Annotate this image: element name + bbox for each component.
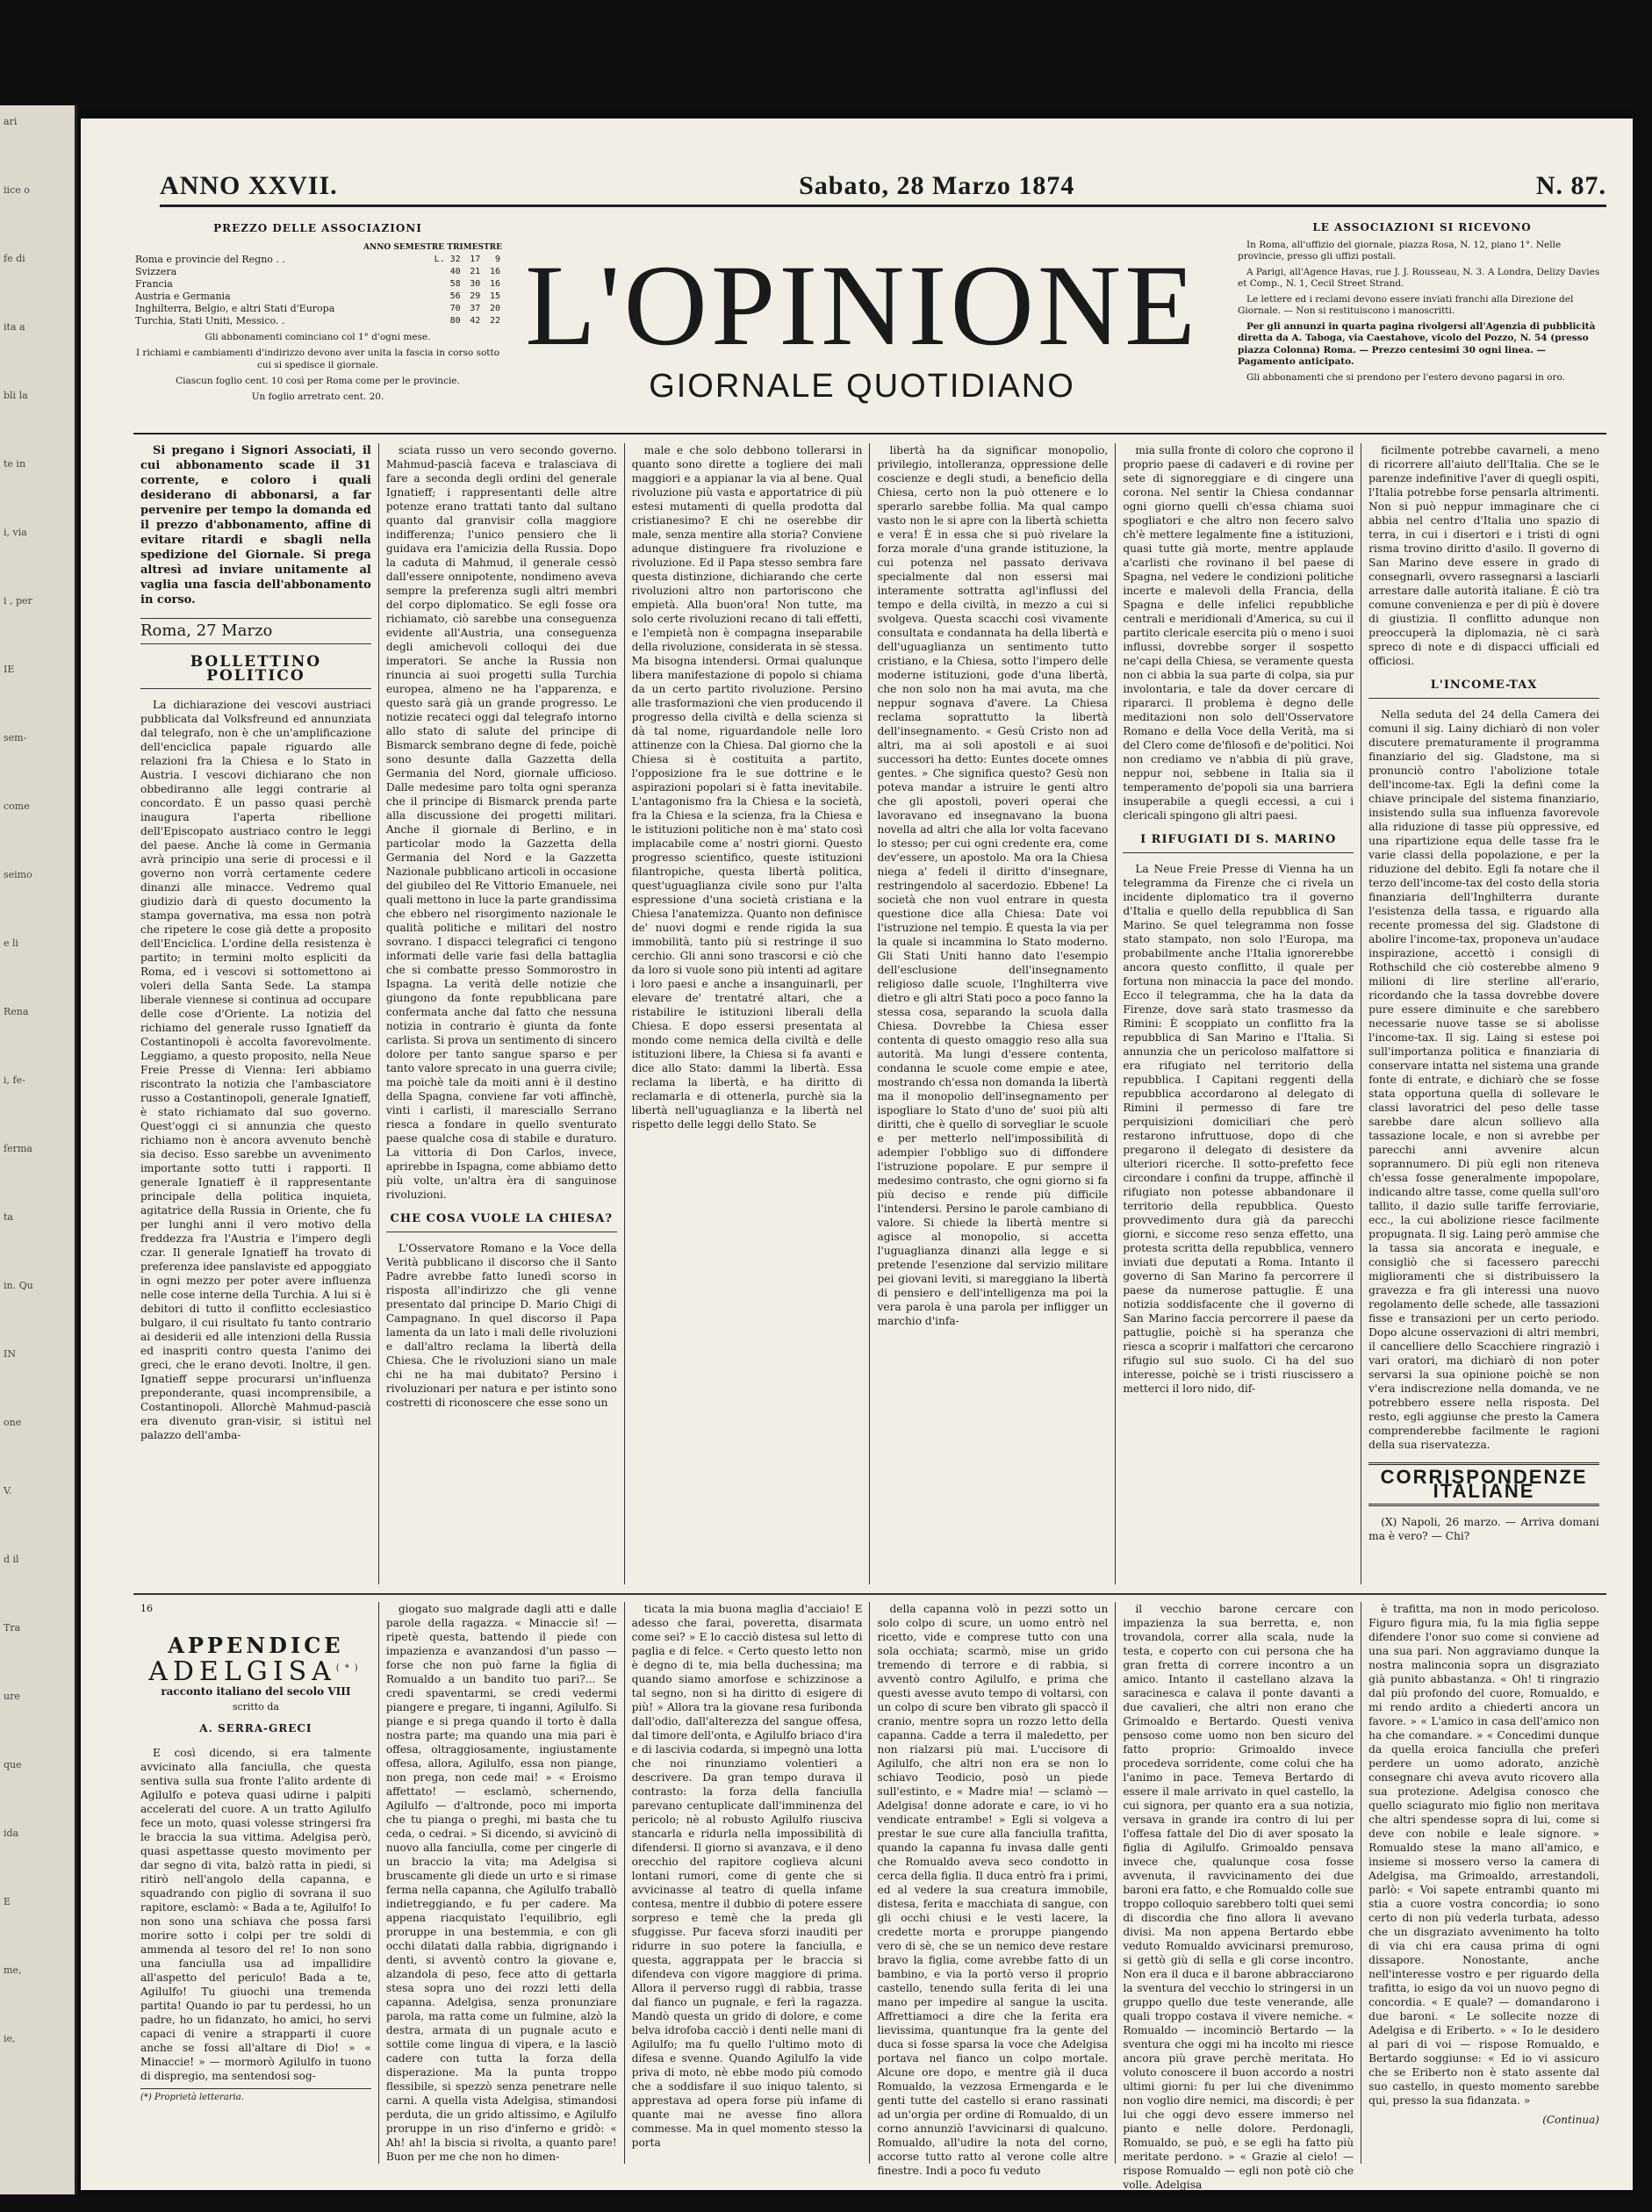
price-annual: 80 [449, 316, 461, 326]
adjacent-page-fragment: IN [4, 1348, 16, 1360]
subscriber-notice: Si pregano i Signori Associati, il cui abbonamento scade il 31 corrente, e coloro i quali desiderano di abbonarsi, a far pervenire per tempo la domanda ed il prezzo d'abbonamento, affine di evitare ritardi e sbagli nella spedizione del Giornale. Si prega altresì ad inviare unitamente al vaglia una fascia dell'abbonamento in corso. [140, 444, 371, 607]
price-semester: 29 [470, 291, 481, 301]
article-text: (X) Napoli, 26 marzo. — Arriva domani ma è vero? — Chi? [1368, 1516, 1599, 1542]
masthead [133, 222, 1606, 434]
feuilleton-column-3 [625, 1602, 871, 2164]
title-block [520, 222, 1204, 406]
section-heading: L'INCOME-TAX [1368, 679, 1599, 699]
volume-year: ANNO XXVII. [160, 171, 338, 200]
story-title-text: ADELGISA [148, 1656, 336, 1687]
price-table [133, 254, 502, 327]
assoc-heading: LE ASSOCIAZIONI SI RICEVONO [1312, 221, 1532, 233]
newspaper-title: L'OPINIONE [525, 241, 1199, 370]
article-text: sciata russo un vero secondo governo. Mahmud-pascià faceva e tralasciava di fare a seconda degli ordini del generale Ignatieff; i rappresentanti delle altre potenze erano trattati tanto dal sultano quanto dal granvisir colla maggiore indifferenza; l'unico pensiero che li guidava era l'amicizia della Russia. Dopo la caduta di Mahmud, il generale cessò dall'essere onnipotente, nondimeno aveva sempre la preferenza sugli altri membri del corpo diplomatico. Se egli fosse ora richiamato, ciò sarebbe una conseguenza evidente all'Austria, una conseguenza degli amichevoli colloqui dei due imperatori. Se anche la Russia non rinuncia ai suoi progetti sulla Turchia europea, almeno ne ha l'apparenza, e questo sarà già un grande progresso. Le notizie recateci oggi dal telegrafo intorno allo stato di salute del principe di Bismarck sembrano degne di fede, poichè sono desunte dalla Gazzetta della Germania del Nord, giornale ufficioso. Dalle medesime paro tolta ogni speranza che il principe di Bismarck prenda parte alla discussione dei progetti militari. Anche il giornale di Berlino, e in particolar modo la Gazzetta della Germania del Nord e la Gazzetta Nazionale pubblicano articoli in occasione del giubileo del Re Vittorio Emanuele, nei quali mettono in luce la parte grandissima che ebbero nel risorgimento nazionale le qualità politiche e militari del nostro sovrano. I dispacci telegrafici ci tengono informati delle varie fasi della battaglia che si combatte presso Sommorostro in Ispagna. La verità delle notizie che giungono da fonte repubblicana pare confermata anche dal fatto che nessuna notizia in contrario è giunta da fonte carlista. Si prova un sentimento di sincero dolore per tanto sangue sparso e per tanto valore sprecato in una guerra civile; ma poichè tale da moiti anni è il destino della Spagna, conviene far voti affinchè, vinti i carlisti, il maresciallo Serrano riesca a fondare in quello sventurato paese qualche cosa di stabile e duraturo. La vittoria di Don Carlos, invece, aprirebbe in Ispagna, come abbiamo detto più volte, un'altra èra di sanguinose rivoluzioni. [385, 444, 617, 1201]
price-annual: L. 32 [434, 255, 461, 264]
story-text: della capanna volò in pezzi sotto un solo colpo di scure, un uomo entrò nel ricetto, vide e comprese tutto con una sola occhiata; scarmò, mise un grido tremendo di terrore e di rabbia, si avventò contro Agilulfo, e prima che questi avesse avuto tempo di voltarsi, con un colpo di scure ben vibrato gli spaccò il cranio, mentre sopra un rozzo letto della capanna. Cadde a terra il maledetto, per non rialzarsi più mai. L'uccisore di Agilulfo, che altri non era se non lo schiavo Teodicio, posò un piede sull'estinto, e « Madre mia! — sclamò — Adelgisa! donne adorate e care, io vi ho vendicate entrambe! » Egli si volgeva a prestar le sue cure alla fanciulla trafitta, quando la capanna fu invasa dalle genti che Romualdo aveva seco condotto in cerca della figlia. Il duca entrò fra i primi, ed al vedere la sua creatura immobile, distesa, ferita e macchiata di sangue, con gli occhi chiusi e le vesti lacere, la credette morta e proruppe piangendo vero di sè, che se un nemico deve restare bravo la figlia, come avrebbe fatto di un bambino, e via la portò verso il proprio castello, tenendo sulla ferita di lei una mano per impedire al sangue la uscita. Affrettiamoci a dire che la ferita era lievissima, quantunque fra la gente del duca si fosse sparsa la voce che Adelgisa portava nel fianco un colpo mortale. Alcune ore dopo, e mentre già il duca Romualdo, la vezzosa Ermengarda e le genti tutte del castello si erano rassinati ad un'orgia per ordine di Romualdo, di un corno annunziò l'avvicinarsi di qualcuno. Romualdo, all'udire la nota del corno, accorse tutto ratto al verone colle altre finestre. Indi a poco fu veduto [877, 1603, 1109, 2177]
column-2 [379, 443, 625, 1584]
story-byline: scritto da [232, 1701, 279, 1713]
price-semester: 30 [470, 279, 481, 289]
price-place: Francia [135, 278, 173, 290]
dateline: Roma, 27 Marzo [140, 618, 371, 644]
story-subtitle: racconto italiano del secolo VIII [161, 1685, 351, 1698]
adjacent-page-fragment: ita a [4, 321, 25, 333]
subscription-note: Gli abbonamenti cominciano col 1° d'ogni mese. [205, 332, 431, 342]
price-annual: 58 [449, 279, 461, 289]
continued-marker: (Continua) [1542, 2114, 1599, 2126]
story-text: ticata la mia buona maglia d'acciaio! E adesso che farai, poveretta, disarmata come sei? » E lo cacciò distesa sul letto di paglia e di felce. « Certo questo letto non è degno di te, mia bella duchessina; ma quando siamo amorfose e schizzinose a tal segno, non si ha diritto di esigere di più! » Allora tra la giovane resa furibonda dall'odio, dall'alterezza del sangue offesa, dal timore dell'onta, e Agilulfo briaco d'ira e di lascivia codarda, si impegnò una lotta che noi rinunziamo volentieri a descrivere. Da gran tempo durava il contrasto: la forza della fanciulla parevano centuplicate dall'imminenza del pericolo; nè al robusto Agilulfo riusciva stancarla e ridurla nella impossibilità di difendersi. Il giorno si avanzava, e il deno orecchio del rapitore coglieva alcuni lontani rumori, come di gente che si avvicinasse al teatro di quella infame contesa, mentre il dubbio di potere essere sorpreso e temè che la preda gli sfuggisse. Pur faceva sforzi inauditi per ridurre in suo potere la fanciulla, e questa, aggrappata per le braccia si difendeva con vigore maggiore di prima. Allora il perverso ruggì di rabbia, trasse dal fianco un pugnale, e ferì la ragazza. Mandò questa un grido di dolore, e come belva idrofoba cacciò i denti nelle mani di Agilulfo; ma fu quello l'ultimo moto di difesa e svenne. Quando Agilulfo la vide priva di moto, nè ebbe modo più comodo che a soddisfare il suo iniquo talento, si apprestava ad opera forse più infame di quante mai ne avesse fino allora commesse. Ma in quel momento stesso la porta [631, 1603, 863, 2149]
adjacent-page-fragment: seimo [4, 869, 32, 880]
section-heading: CHE COSA VUOLE LA CHIESA? [386, 1212, 617, 1232]
adjacent-page-fragment: te in [4, 458, 26, 470]
price-quarter: 16 [489, 267, 500, 276]
article-text: male e che solo debbono tollerarsi in quanto sono dirette a togliere dei mali maggiori e a appianar la via al bene. Qual rivoluzione più vasta e apportatrice di più estesi mutamenti di quella prodotta dal cristianesimo? E chi ne oserebbe dir male, senza mentire alla storia? Conviene adunque distinguere fra rivoluzione e rivoluzione. Ed il Papa stesso sembra fare questa distinzione, dichiarando che certe rivoluzioni altro non partoriscono che empietà. Alla buon'ora! Non tutte, ma solo certe rivoluzioni recano di tali effetti, e l'empietà non è compagna inseparabile della rivoluzione, considerata in sè stessa. Ma bisogna intendersi. Ormai qualunque libera manifestazione di popolo si chiama da un certo partito rivoluzione. Persino alle trasformazioni che vien producendo il progresso della civiltà e della scienza si dà tal nome, riguardandole nelle loro attinenze con la Chiesa. Dal giorno che la Chiesa si è costituita a partito, l'opposizione fra le sue dottrine e le aspirazioni popolari si è fatta inevitabile. L'antagonismo fra la Chiesa e la società, fra la Chiesa e la scienza, fra la Chiesa e le istituzioni politiche non è ma' stato così implacabile come a' nostri giorni. Questo progresso scientifico, queste istituzioni filantropiche, questa libertà politica, quest'uguaglianza civile sono pur l'alta espressione d'una società cristiana e la Chiesa l'anatemizza. Quanto non definisce de' nuovi dogmi e rende rigida la sua immobilità, tanto più si restringe il suo cerchio. Gli anni sono trascorsi e ciò che da loro si vuole sono più intenti ad agitare i loro paesi e anche a insanguinarli, per elevare de' trentatré altari, che a ristabilire le istituzioni liberali della Chiesa. E dopo essersi presentata al mondo come nemica della civiltà e delle istituzioni libere, la Chiesa si fa avanti e dice allo Stato: dammi la libertà. Essa reclama la libertà, e ha diritto di reclamarla e di ottenerla, purchè sia la libertà nell'uguaglianza e la libertà nel rispetto delle leggi dello Stato. Se [631, 444, 863, 1131]
adjacent-page-fragment: d il [4, 1554, 19, 1565]
price-row [133, 291, 502, 303]
newspaper-subtitle: GIORNALE QUOTIDIANO [649, 368, 1075, 405]
feuilleton-column-6 [1361, 1602, 1606, 2164]
assoc-paragraph: In Roma, all'uffizio del giornale, piazza Rosa, N. 12, piano 1°. Nelle provincie, presso gli uffizi postali. [1238, 239, 1562, 262]
assoc-paragraph: Gli abbonamenti che si prendono per l'estero devono pagarsi in oro. [1246, 371, 1565, 383]
feuilleton-column-5 [1116, 1602, 1361, 2191]
story-text: E così dicendo, si era talmente avvicinato alla fanciulla, che questa sentiva sulla sua fronte l'alito ardente di Agilulfo e poteva quasi udirne i palpiti accelerati del cuore. A un tratto Agilulfo fece un moto, quasi volesse stringersi fra le braccia la sua vittima. Adelgisa però, quasi aspettasse questo movimento per dar segno di vita, balzò ratta in piedi, si ritirò nell'angolo della capanna, e squadrando con piglio di sovrana il suo rapitore, esclamò: « Bada a te, Agilulfo! Io non sono una schiava che possa farsi morire sotto i colpi per tre soldi di ammenda al tesoro del re! Io non sono una fanciulla usa ad impallidire all'aspetto del periculo! Bada a te, Agilulfo! Tu giuochi una tremenda partita! Quando io par tu perdessi, ho un padre, ho un fidanzato, ho amici, ho servi capaci di venire a strapparti il cuore anche se fossi all'altare di Dio! » « Minaccie! » — mormorò Agilulfo in tuono di dispregio, ma sentendosi sog- [140, 1747, 371, 2082]
subscription-note: Un foglio arretrato cent. 20. [251, 391, 384, 402]
feuilleton [133, 1602, 1606, 2191]
column-6 [1361, 443, 1606, 1584]
story-text: il vecchio barone cercare con impazienza la sua berretta, e, non trovandola, correr alla scala, nude la testa, e coperto con cui persona che ha gran fretta di correre incontro a un amico. Intanto il castellano alzava la saracinesca e calava il ponte davanti a due cavalieri, che altri non erano che Grimoaldo e Bertardo. Questi veniva pensoso come uomo non ben sicuro del fatto proprio: Grimoaldo invece procedeva sorridente, come colui che ha l'animo in pace. Temeva Bertardo di essere il male arrivato in quel castello, la cui signora, per quanto era a sua notizia, versava in grande ira contro di lui per l'offesa fattale del Dio di aver sposato la figlia di Agilulfo. Grimoaldo pensava invece che, qualunque cosa fosse avvenuta, il ravvicinamento dei due baroni era fatto, e che Romualdo colle sue troppo colloquio sarebbero tolti quei semi di discordia che fino allora li avevano divisi. Ma non appena Bertardo ebbe veduto Romualdo avvicinarsi premuroso, si gettò giù di sella e gli corse incontro. Non era il duca e il barone abbracciarono la sventura del vecchio lo stringersi in un gruppo quello due teste venerande, alle quali troppo costava il vivere nemiche. « Romualdo — incominciò Bertardo — la sventura che oggi mi ha incolto mi riesce ancora più grave perchè meritata. Ho voluto conoscere il buon accordo a nostri ultimi giorni: fu per lui che divenimmo non voglio dire nemici, ma discordi; è per lui che oggi devo essere immerso nel pianto e nelle dolore. Perdonagli, Romualdo, se può, e se egli ha fatto più meritate perdono. » « Grazie al cielo! — rispose Romualdo — egli non potè ciò che volle. Adelgisa [1123, 1603, 1354, 2191]
adjacent-page-fragment: i, via [4, 527, 27, 538]
adjacent-page-fragment: que [4, 1759, 22, 1770]
assoc-paragraph: Per gli annunzi in quarta pagina rivolgersi all'Agenzia di pubblicità diretta da A. Taboga, via Caestahove, vicolo del Pozzo, N. 54 (presso piazza Colonna) Roma. — Prezzo centesimi 30 ogni linea. — Pagamento anticipato. [1238, 320, 1596, 367]
adjacent-page-fragment: V. [4, 1485, 12, 1497]
price-place: Austria e Germania [135, 291, 231, 302]
adjacent-page-fragment: Rena [4, 1006, 29, 1017]
adjacent-page-fragment: ure [4, 1691, 20, 1702]
price-semester: 37 [470, 304, 481, 313]
price-row [133, 254, 502, 266]
story-author: A. SERRA-GRECI [199, 1722, 312, 1734]
story-text: giogato suo malgrade dagli atti e dalle parole della ragazza. « Minaccie sì! — ripetè questa, battendo il piede con impazienza e avanzandosi d'un passo — forse che non può farne la figlia di Romualdo a un bandito tuo pari?... Se credi spaventarmi, se credi vedermi piangere e pregare, ti inganni, Agilulfo. Si piange e si prega quando il torto è dalla nostra parte; ma quando una mia pari è offesa, oltraggiosamente, ingiustamente offesa, allora, Agilulfo, essa non piange, non prega, non cede mai! » « Eroismo affettato! — esclamò, schernendo, Agilulfo — d'altronde, poco mi importa che tu pianga o preghi, mi basta che tu ceda, o cedrai. » Si dicendo, si avvicinò di nuovo alla fanciulla, come per cingerle di un braccio la vita; ma Adelgisa si bruscamente gli diede un urto e si rimase ferma nella capanna, che Agilulfo traballò indietreggiando, e fu per cadere. Ma appena riacquistato l'equilibrio, egli proruppe in una bestemmia, e con gli occhi dilatati dalla rabbia, digrignando i denti, si avventò contro la giovane e, alzandola di peso, fece atto di gettarla stesa sopra uno dei rozzi letti della capanna. Adelgisa, senza pronunziare parola, ma ratta come un fulmine, alzò la destra, armata di un pugnale acuto e sottile come lingua di vipera, e la lasciò cadere con tutta la forza della disperazione. Ma la punta troppo flessibile, si spezzò senza penetrare nelle carni. A quella vista Adelgisa, stimandosi perduta, die un grido altissimo, e Agilulfo proruppe in un riso d'inferno e gridò: « Ah! ah! la biscia si rivolta, a quanto pare! Buon per me che non ho dimen- [385, 1603, 617, 2163]
adjacent-page-fragment: e li [4, 937, 19, 949]
subscription-note: Ciascun foglio cent. 10 così per Roma come per le provincie. [176, 376, 460, 386]
header-strip [160, 171, 1606, 207]
section-heading: BOLLETTINO POLITICO [140, 655, 371, 689]
issue-number: N. 87. [1535, 171, 1606, 200]
price-place: Turchia, Stati Uniti, Messico. . [135, 315, 285, 327]
price-annual: 56 [449, 291, 461, 301]
newspaper-page [81, 118, 1633, 2190]
price-semester: 17 [470, 255, 481, 264]
price-quarter: 15 [489, 291, 500, 301]
article-columns [133, 443, 1606, 1584]
adjacent-page-fragment: Tra [4, 1622, 21, 1634]
price-quarter: 16 [489, 279, 500, 289]
subscription-note: I richiami e cambiamenti d'indirizzo devono aver unita la fascia in corso sotto cui si spedisce il giornale. [135, 348, 500, 370]
story-text: è trafitta, ma non in modo pericoloso. Figuro figura mia, fu la mia figlia seppe difendere l'onor suo come si conviene ad una sua pari. Non aggraviamo dunque la nostra malinconia sopra un disgraziato già punito abbastanza. « Oh! ti ringrazio dal più profondo del cuore, Romualdo, e mi rendo ardito a chiederti ancora un favore. » « L'amico in casa dell'amico non ha che comandare. » « Concedimi dunque da quella eroica fanciulla che preferì perdere un uomo adorato, anzichè consegnare chi aveva avuto ricovero alla sua protezione. Adelgisa conosco che quello sciagurato mio figlio non meritava che altri spendesse sopra di lui, come si deve con nobile e leale signore. » Romualdo stese la mano all'amico, e insieme si mossero verso la camera di Adelgisa, ma Grimoaldo, arrestandoli, parlò: « Voi sapete entrambi quanto mi stia a cuore vostra concordia; io sono certo di non più vederla turbata, adesso che un disgraziato avvenimento ha tolto di via chi era causa prima di ogni dissapore. Nonostante, anche nell'interesse vostro e per riguardo della trafitta, io esigo da voi un nuovo pegno di concordia. « E quale? — domandarono i due baroni. « Le sollecite nozze di Adelgisa e di Eriberto. » « Io le desidero al pari di voi — rispose Romualdo, e Bertardo soggiunse: « Ed io vi assicuro che se Eriberto non è stato assente dal suo castello, in questo momento sarebbe qui, presso la sua fidanzata. » [1368, 1603, 1599, 2107]
adjacent-page-fragment: i, fe- [4, 1074, 25, 1086]
price-row [133, 315, 502, 327]
adjacent-page-fragment: IE [4, 664, 15, 675]
adjacent-page-fragment: ferma [4, 1143, 32, 1154]
adjacent-page-fragment: i , per [4, 595, 32, 607]
adjacent-page-fragment: ida [4, 1828, 19, 1839]
price-semester: 21 [470, 267, 481, 276]
column-4 [870, 443, 1116, 1584]
adjacent-page-fragment: me, [4, 1964, 22, 1976]
subscription-heading: PREZZO DELLE ASSOCIAZIONI [213, 222, 422, 234]
price-row [133, 303, 502, 315]
adjacent-page-fragment: one [4, 1417, 22, 1428]
price-quarter: 20 [489, 304, 500, 313]
column-3 [625, 443, 871, 1584]
story-title-mark: (*) [335, 1663, 363, 1673]
price-row [133, 278, 502, 291]
adjacent-page-fragment: iice o [4, 184, 30, 196]
section-heading: CORRISPONDENZE ITALIANE [1368, 1462, 1599, 1506]
appendix-heading: APPENDICE [168, 1633, 344, 1658]
article-text: La dichiarazione dei vescovi austriaci pubblicata dal Volksfreund ed annunziata dal telegrafo, non è che un'amplificazione dell'enciclica papale riguardo alle relazioni fra la Chiesa e lo Stato in Austria. I vescovi dichiarano che non obbediranno alle leggi contrarie al concordato. È un passo quasi perchè inaugura l'aperta ribellione dell'Episcopato austriaco contro le leggi del paese. Anche là come in Germania avrà principio una serie di processi e il governo non vorrà certamente cedere dinanzi alle minacce. Vedremo qual giudizio darà di questo documento la stampa governativa, ma essa non potrà che ripetere le cose già dette a proposito dell'Enciclica. L'ordine della resistenza è partito; in termini molto espliciti da Roma, ed i vescovi si sottomettono ai voleri della Santa Sede. La stampa liberale viennese si continua ad occupare delle cose d'Oriente. La notizia del richiamo del generale russo Ignatieff da Costantinopoli è accolta favorevolmente. Leggiamo, a questo proposito, nella Neue Freie Presse di Vienna: Ieri abbiamo riscontrato la notizia che l'ambasciatore russo a Costantinopoli, generale Ignatieff, è stato richiamato dal suo governo. Quest'oggi ci si annunzia che questo richiamo non è ancora avvenuto benchè sia deciso. Esso sarebbe un avvenimento importante sotto tutti i rapporti. Il generale Ignatieff è il rappresentante principale della politica inquieta, agitatrice della Russia in Oriente, che fu per lunghi anni il vero motivo della freddezza fra l'Austria e l'impero degli czar. Il generale Ignatieff ha trovato di preferenza idee panslaviste ed appoggiato in ogni mezzo per poter avere influenza nelle cose interne della Turchia. A lui si è debitori di tutto il conflitto ecclesiastico bulgaro, il cui risultato fu tanto contrario ai desiderii ed alle intenzioni della Russia ed inaspriti contro questa l'animo dei greci, che le erano devoti. Inoltre, il gen. Ignatieff seppe procurarsi un'influenza preponderante, quasi incomprensibile, a Costantinopoli. Allorchè Mahmud-pascià era divenuto gran-visir, si istituì nel palazzo dell'amba- [140, 699, 371, 1441]
adjacent-page-fragment: sem- [4, 732, 27, 743]
column-1 [133, 443, 379, 1584]
adjacent-page-fragment: E [4, 1896, 11, 1907]
issue-date: Sabato, 28 Marzo 1874 [799, 171, 1075, 200]
adjacent-page-fragment: ta [4, 1211, 13, 1223]
story-title [140, 1656, 371, 1687]
subscription-prices [133, 222, 502, 403]
adjacent-page-fragment: in. Qu [4, 1280, 33, 1291]
price-place: Inghilterra, Belgio, e altri Stati d'Europa [135, 303, 335, 314]
price-quarter: 22 [489, 316, 500, 326]
adjacent-page-edge [0, 105, 77, 2194]
column-5 [1116, 443, 1361, 1584]
subscription-col-heading: ANNO SEMESTRE TRIMESTRE [363, 243, 502, 252]
assoc-paragraph: Le lettere ed i reclami devono essere inviati franchi alla Direzione del Giornale. — Non si restituiscono i manoscritti. [1238, 293, 1574, 316]
adjacent-page-fragment: fe di [4, 253, 25, 264]
article-text: libertà ha da significar monopolio, privilegio, intolleranza, oppressione delle coscienze e degli studi, a beneficio della Chiesa, certo non la può ottenere e lo sperarlo sarebbe follia. Ma qual campo vasto non le si apre con la libertà schietta e vera! È in essa che si può rivelare la forza morale d'una grande istituzione, la cui potenza nel passato derivava specialmente dal non essersi mai interamente sottratta agl'influssi del tempo e della civiltà, in mezzo a cui si svolgeva. Questa scacchi così vivamente consultata e condannata ha della libertà e dell'uguaglianza un sentimento tutto cristiano, e la Chiesa, sotto l'impero delle moderne istituzioni, gode d'una libertà, che non solo non ha mai avuta, ma che neppur sognava d'avere. La Chiesa reclama soprattutto la libertà dell'insegnamento. « Gesù Cristo non ad altri, ma ai soli apostoli e ai suoi successori ha detto: Euntes docete omnes gentes. » Che significa questo? Gesù non poteva mandar a istruire le genti altro che gli apostoli, poveri operai che lavoravano ed insegnavano la buona novella ad altri che alla lor volta facevano lo stesso; per cui ogni credente era, come dev'essere, un apostolo. Ma ora la Chiesa niega a' fedeli il diritto d'insegnare, restringendolo al sacerdozio. Ebbene! La società che non vuol entrare in questa questione dice alla Chiesa: Date voi l'istruzione nel tempio. È questa la via per la quale si incammina lo Stato moderno. Gli Stati Uniti hanno dato l'esempio dell'esclusione dell'insegnamento religioso dalle scuole, l'Inghilterra vive dietro e gli altri Stati poco a poco fanno la stessa cosa, separando la scuola dalla Chiesa. Dovrebbe la Chiesa esser contenta di questo omaggio reso alla sua autorità. Ma lungi d'essere contenta, condanna le scuole come empie e atee, mostrando ch'essa non domanda la libertà ma il monopolio dell'insegnamento per ispogliare lo Stato d'uno de' suoi più alti diritti, che è quello di sorvegliar le scuole e per metterlo nell'impossibilità di adempier l'obbligo suo di diffondere l'istruzione popolare. E pur sempre il medesimo contrasto, che ogni giorno si fa più deciso e rende più difficile l'intendersi. Persino le parole cambiano di valore. Si chiede la libertà mentre si agisce al monopolio, si accetta l'uguaglianza dinanzi alla legge e si pretende l'esenzione dal servizio militare pei giovani leviti, si mareggiano la libertà di pensiero e dell'intelligenza ma poi la vera parola è una parola per infligger un marchio d'infa- [877, 444, 1109, 1327]
feuilleton-column-2 [379, 1602, 625, 2164]
article-text: L'Osservatore Romano e la Voce della Verità pubblicano il discorso che il Santo Padre avrebbe fatto lunedì scorso in risposta all'indirizzo che gli venne presentato dal principe D. Mario Chigi di Campagnano. In quel discorso il Papa lamenta da un lato i mali delle rivoluzioni e dall'altro reclama la libertà della Chiesa. Che le rivoluzioni siano un male chi ne ha mai dubitato? Persino i rivoluzionari per natura e per istinto sono costretti di riconoscere che esse sono un [385, 1242, 617, 1409]
price-semester: 42 [470, 316, 481, 326]
price-annual: 70 [449, 304, 461, 313]
adjacent-page-fragment: bli la [4, 390, 28, 401]
price-place: Roma e provincie del Regno . . [135, 254, 285, 265]
subscription-info [1238, 222, 1606, 387]
footnote: (*) Proprietà letteraria. [140, 2088, 371, 2105]
price-annual: 40 [449, 267, 461, 276]
adjacent-page-fragment: ie, [4, 2033, 16, 2044]
article-text: Nella seduta del 24 della Camera dei comuni il sig. Lainy dichiarò di non voler discutere prematuramente il programma finanziario del sig. Gladstone, ma si pronunciò contro l'abolizione totale dell'income-tax. Egli la definì come la chiave principale del sistema finanziario, insistendo sulla sua influenza favorevole alla riduzione di tasse più oppressive, ed una ripartizione equa delle tasse fra le varie classi della popolazione, e per la riduzione del debito. Egli fa notare che il terzo dell'income-tax del costo della storia finanziaria dell'Inghilterra durante l'esistenza della tassa, e riguardo alla recente promessa del sig. Gladstone di abolire l'income-tax, proponeva un'audace inspirazione, accettò i consigli di Rothschild che ciò costerebbe almeno 9 milioni di lire sterline all'erario, ricordando che la tassa dovrebbe dovere pure essere diminuite e che sarebbero necessarie nuove tasse se si abolisse l'income-tax. Il sig. Laing si estese poi sull'importanza politica e finanziaria di conservare intatta nel sistema una grande fonte di entrate, e dichiarò che se fosse stata opportuna quella di sollevare le classi lavoratrici del peso delle tasse sarebbe dare alcun sollievo alla tassazione locale, e non si avrebbe per parecchi anni avvenire alcun soprannumero. Di più egli non riteneva ch'essa fosse generalmente impopolare, indicando altre tasse, come quella sull'oro tallito, il dazio sulle tariffe ferroviarie, ecc., la cui abolizione riesce facilmente propugnata. Il sig. Laing però ammise che la tassa sia ancorata e ineguale, e consigliò che si facessero parecchi miglioramenti che si distribuissero la gravezza e fra gli interessi una nuovo regolamento delle schede, alle tassazioni fisse e transazioni per un certo periodo. Dopo alcune osservazioni di altri membri, il cancelliere dello Scacchiere ringraziò i vari oratori, ma dichiarò di non poter servarsi la sua opinione poichè se non v'era indiscrezione nella domanda, ve ne potrebbero essere nella risposta. Del resto, egli aggiunse che presto la Camera comprenderebbe facilmente le ragioni della sua riservatezza. [1368, 708, 1599, 1451]
price-quarter: 9 [494, 255, 500, 264]
price-place: Svizzera [135, 266, 177, 277]
price-row [133, 266, 502, 278]
article-text: ficilmente potrebbe cavarneli, a meno di ricorrere all'aiuto dell'Italia. Che se le parenze indefinitive l'aver di quegli ospiti, l'Italia potrebbe forse pensarla altrimenti. Non si può neppur immaginare che ci abbia nel centro d'Italia uno spazio di terra, in cui i disertori e i tristi di ogni risma trovino diritto d'asilo. Il governo di San Marino deve essere in grado di consegnarli, ovvero rassegnarsi a lasciarli arrestare dalle autorità italiane. È ciò tra comune convenienza e per di più è dovere di giustizia. Il conflitto adunque non preoccuperà la diplomazia, nè ci sarà spreco di note e di dispacci ufficiali ed officiosi. [1368, 444, 1599, 667]
article-text: La Neue Freie Presse di Vienna ha un telegramma da Firenze che ci rivela un incidente diplomatico tra il governo d'Italia e quello della repubblica di San Marino. Se quel telegramma non fosse stato stampato, non solo l'Europa, ma probabilmente anche l'Italia ignorerebbe ancora questo conflitto, il quale per fortuna non minaccia la pace del mondo. Ecco il telegramma, che ha la data da Firenze, dove sarà stato trasmesso da Rimini: È scoppiato un conflitto fra la repubblica di San Marino e l'Italia. Si annunzia che un pericoloso malfattore si era rifugiato nel territorio della repubblica. I Capitani reggenti della repubblica accordarono al delegato di Rimini il permesso di fare tre perquisizioni domiciliari che però restarono infruttuose, dopo di che pregarono il delegato di desistere da ulteriori ricerche. Il sotto-prefetto fece circondare i confini da truppe, affinchè il rifugiato non potesse abbandonare il territorio della repubblica. Questo provvedimento dura già da parecchi giorni, e siccome reso senza effetto, una protesta scritta della repubblica, vennero inviati due deputati a Roma. Intanto il governo di San Marino fa percorrere il paese da numerose pattuglie. È una notizia soddisfacente che il governo di San Marino faccia percorrere il paese da pattuglie, poichè si ha speranza che riesca a scoprir i malfattori che cercarono rifugio sul suo suolo. Ci ha del suo interesse, poichè se i tristi riuscissero a metterci il loro nido, dif- [1123, 863, 1354, 1395]
section-heading: I RIFUGIATI DI S. MARINO [1123, 833, 1354, 853]
adjacent-page-fragment: come [4, 801, 30, 812]
feuilleton-column-1 [133, 1602, 379, 2164]
adjacent-page-fragment: ari [4, 116, 18, 127]
section-divider [133, 1593, 1606, 1595]
appendix-number: 16 [140, 1603, 153, 1614]
feuilleton-column-4 [870, 1602, 1116, 2177]
article-text: mia sulla fronte di coloro che coprono il proprio paese di cadaveri e di rovine per sete di signoreggiare e di cingere una corona. Nel sentir la Chiesa condannar ogni giorno quelli ch'essa chiama suoi spogliatori e che altro non fecero salvo ch'è mettere legalmente fine a istituzioni, quasi tutte già morte, mentre applaude a'carlisti che rovinano il bel paese di Spagna, nel vedere le condizioni politiche incerte e malevoli della Francia, della Spagna e delle infelici repubbliche centrali e meridionali d'America, su cui il partito clericale esercita più o meno i suoi influssi, dovrebbe sorger il sospetto ne'capi della Chiesa, se veramente questa non ci abbia la sua parte di colpa, sia pur involontaria, e tale da dover cercare di ripararci. Il problema è degno delle meditazioni non solo dell'Osservatore Romano e della Voce della Verità, ma si del Clero come de'filosofi e de'politici. Noi non crediamo ve n'abbia di più grave, neppur noi, sebbene in Italia sia il temperamento de'popoli sia una barriera insuperabile a quegli eccessi, a cui i clericali spingono gli altri paesi. [1123, 444, 1354, 822]
assoc-paragraph: A Parigi, all'Agence Havas, rue J. J. Rousseau, N. 3. A Londra, Delizy Davies et Comp., N. 1, Cecil Street Strand. [1238, 266, 1600, 289]
